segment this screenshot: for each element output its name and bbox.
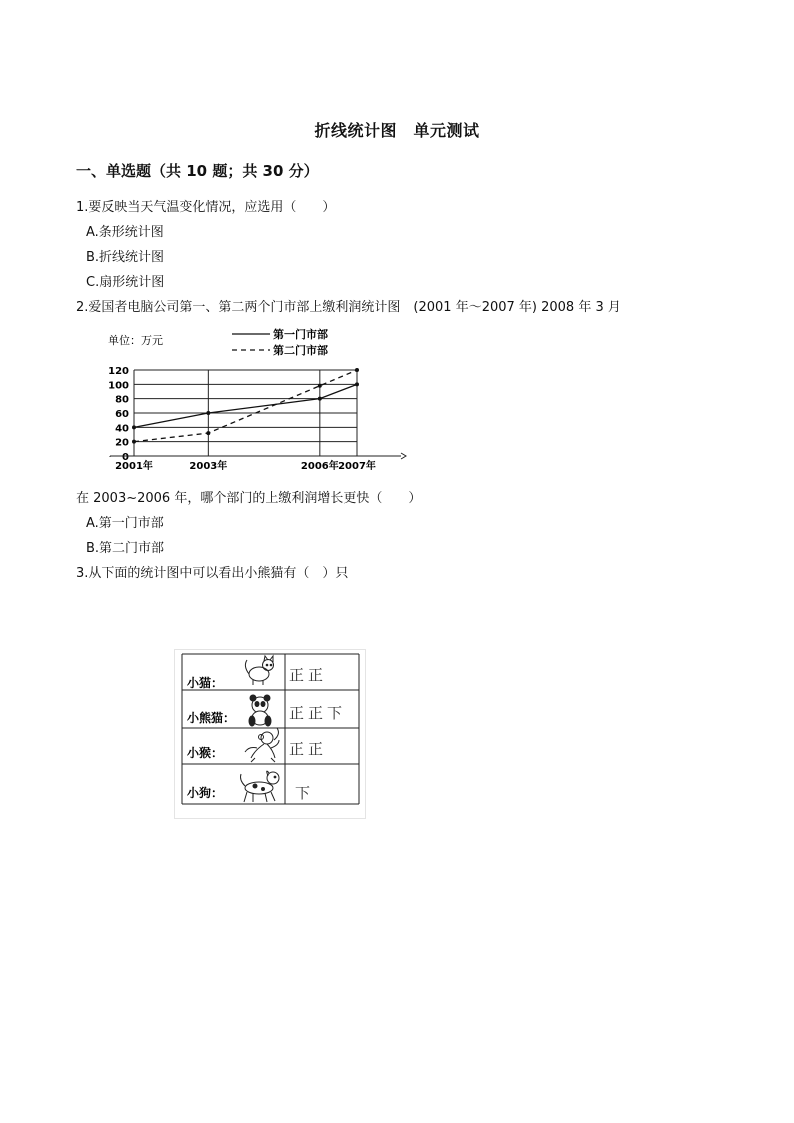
profit-line-chart [76, 322, 410, 474]
monkey-icon [245, 728, 279, 762]
cat-icon [245, 656, 273, 685]
tally-label-dog: 小狗： [187, 786, 224, 800]
legend-label-2: 第二门市部 [273, 344, 328, 357]
x-tick-label-2001: 2001年 [115, 461, 153, 472]
tally-cat: 正正 [289, 666, 328, 684]
series-2-point-2003 [206, 431, 210, 435]
y-tick-label-0: 0 [122, 452, 129, 463]
series-1-point-2003 [206, 411, 210, 415]
question-2-followup: 在 2003~2006 年，哪个部门的上缴利润增长更快（ ） [76, 491, 422, 506]
series-2-point-2001 [132, 440, 136, 444]
tally-table-svg [175, 650, 365, 818]
tally-label-red-panda: 小熊猫： [187, 711, 236, 725]
y-tick-label-100: 100 [108, 380, 129, 392]
y-tick-label-120: 120 [108, 366, 129, 377]
question-2-option-a[interactable]: A.第一门市部 [86, 516, 164, 531]
series-2-point-2006 [318, 384, 322, 388]
question-3-stem: 3.从下面的统计图中可以看出小熊猫有（ ）只 [76, 566, 349, 581]
series-1-point-2007 [355, 382, 359, 386]
page-title: 折线统计图 单元测试 [314, 121, 480, 140]
tally-dog: 下 [295, 784, 315, 802]
chart-unit-label: 单位：万元 [108, 334, 163, 347]
question-2-option-b[interactable]: B.第二门市部 [86, 541, 165, 556]
question-1-stem: 1.要反映当天气温变化情况，应选用（ ） [76, 200, 336, 215]
tally-label-monkey: 小猴： [187, 746, 224, 760]
tally-red-panda: 正正下 [289, 704, 347, 722]
question-2-stem: 2.爱国者电脑公司第一、第二两个门市部上缴利润统计图 (2001 年～2007 年) 2008 年 3 月 [76, 300, 621, 315]
x-tick-label-2006: 2006年 [300, 461, 339, 472]
legend-label-1: 第一门市部 [273, 328, 328, 341]
tally-label-cat: 小猫： [187, 676, 224, 690]
question-1-option-a[interactable]: A.条形统计图 [86, 225, 164, 240]
question-1-option-b[interactable]: B.折线统计图 [86, 250, 165, 265]
series-line-2 [134, 370, 357, 442]
x-axis-arrow [401, 453, 406, 459]
y-tick-label-20: 20 [115, 437, 129, 449]
y-tick-label-40: 40 [115, 423, 129, 435]
chart-svg [76, 322, 410, 474]
x-tick-label-2007: 2007年 [338, 461, 376, 472]
series-2-point-2007 [355, 368, 359, 372]
tally-monkey: 正正 [289, 740, 328, 758]
series-1-point-2001 [132, 425, 136, 429]
y-tick-label-80: 80 [115, 394, 129, 406]
x-tick-label-2003: 2003年 [189, 461, 228, 472]
y-tick-label-60: 60 [115, 409, 129, 420]
series-1-point-2006 [318, 397, 322, 401]
question-1-option-c[interactable]: C.扇形统计图 [86, 275, 165, 290]
section-heading: 一、单选题（共 10 题；共 30 分） [76, 162, 319, 180]
series-line-1 [134, 384, 357, 427]
dog-icon [241, 771, 280, 802]
animal-tally-table [174, 649, 366, 819]
panda-icon [249, 695, 271, 726]
